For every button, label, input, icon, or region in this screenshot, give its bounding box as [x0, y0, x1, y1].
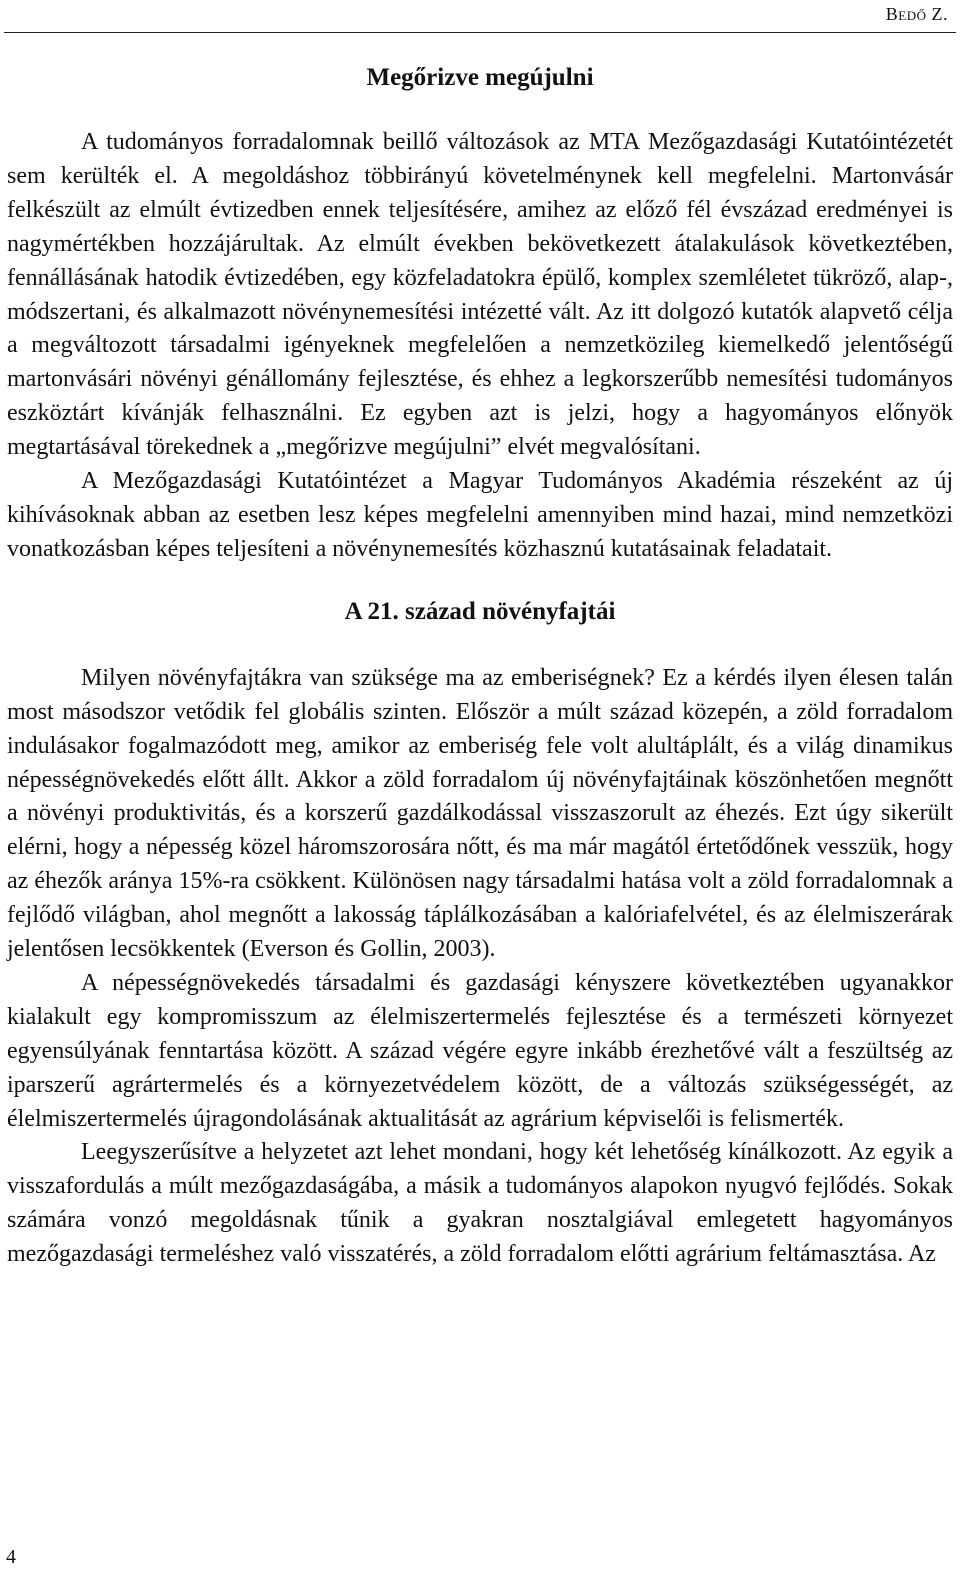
header-rule	[4, 32, 956, 33]
page-number: 4	[6, 1546, 16, 1568]
section-heading-21-szazad: A 21. század növényfajtái	[344, 597, 616, 625]
section-heading-megorizve: Megőrizve megújulni	[366, 64, 594, 91]
running-header-author: Bedő Z.	[885, 4, 948, 24]
paragraph: A tudományos forradalomnak beillő változások az MTA Mezőgazdasági Kutatóintézetét sem kerülték el. A megoldáshoz többirányú követelménynek kell megfelelni. Martonvásár felkészült az elmúlt évtizedben ennek teljesítésére, amihez az előző fél évszázad eredményei is nagymértékben hozzájárultak. Az elmúlt években bekövetkezett átalakulások következtében, fennállásának hatodik évtizedében, egy közfeladatokra épülő, komplex szemléletet tükröző, alap-, módszertani, és alkalmazott növénynemesítési intézetté vált. Az itt dolgozó kutatók alapvető célja a megváltozott társadalmi igényeknek megfelelően a nemzetközileg kiemelkedő jelentőségű martonvásári növényi génállomány fejlesztése, és ehhez a legkorszerűbb nemesítési tudományos eszköztárt kívánják felhasználni. Ez egyben azt is jelzi, hogy a hagyományos előnyök megtartásával törekednek a „megőrizve megújulni” elvét megvalósítani.	[7, 129, 953, 461]
paragraph: A népességnövekedés társadalmi és gazdasági kényszere következtében ugyanakkor kialakult egy kompromisszum az élelmiszertermelés fejlesztése és a természeti környezet egyensúlyának fenntartása között. A század végére egyre inkább érezhetővé vált a feszültség az iparszerű agrártermelés és a környezetvédelem között, de a változás szükségességét, az élelmiszertermelés újragondolásának aktualitását az agrárium képviselői is felismerték.	[7, 969, 953, 1132]
paragraph: Milyen növényfajtákra van szüksége ma az emberiségnek? Ez a kérdés ilyen élesen talán most másodszor vetődik fel globális szinten. Először a múlt század közepén, a zöld forradalom indulásakor fogalmazódott meg, amikor az emberiség fele volt alultáplált, és a világ dinamikus népességnövekedés előtt állt. Akkor a zöld forradalom új növényfajtáinak köszönhetően megnőtt a növényi produktivitás, és a korszerű gazdálkodással visszaszorult az éhezés. Ezt úgy sikerült elérni, hogy a népesség közel háromszorosára nőtt, és ma már magától értetődőnek vesszük, hogy az éhezők aránya 15%-ra csökkent. Különösen nagy társadalmi hatása volt a zöld forradalomnak a fejlődő világban, ahol megnőtt a lakosság táplálkozásában a kalóriafelvétel, és az élelmiszerárak jelentősen lecsökkentek (Everson és Gollin, 2003).	[7, 664, 953, 963]
page-body	[7, 56, 953, 1272]
paragraph: Leegyszerűsítve a helyzetet azt lehet mondani, hogy két lehetőség kínálkozott. Az egyik a visszafordulás a múlt mezőgazdaságába, a másik a tudományos alapokon nyugvó fejlődés. Sokak számára vonzó megoldásnak tűnik a gyakran nosztalgiával emlegetett hagyományos mezőgazdasági termeléshez való visszatérés, a zöld forradalom előtti agrárium feltámasztása. Az	[7, 1139, 953, 1268]
paragraph: A Mezőgazdasági Kutatóintézet a Magyar Tudományos Akadémia részeként az új kihívásoknak abban az esetben lesz képes megfelelni amennyiben mind hazai, mind nemzetközi vonatkozásban képes teljesíteni a növénynemesítés közhasznú kutatásainak feladatait.	[7, 468, 953, 562]
